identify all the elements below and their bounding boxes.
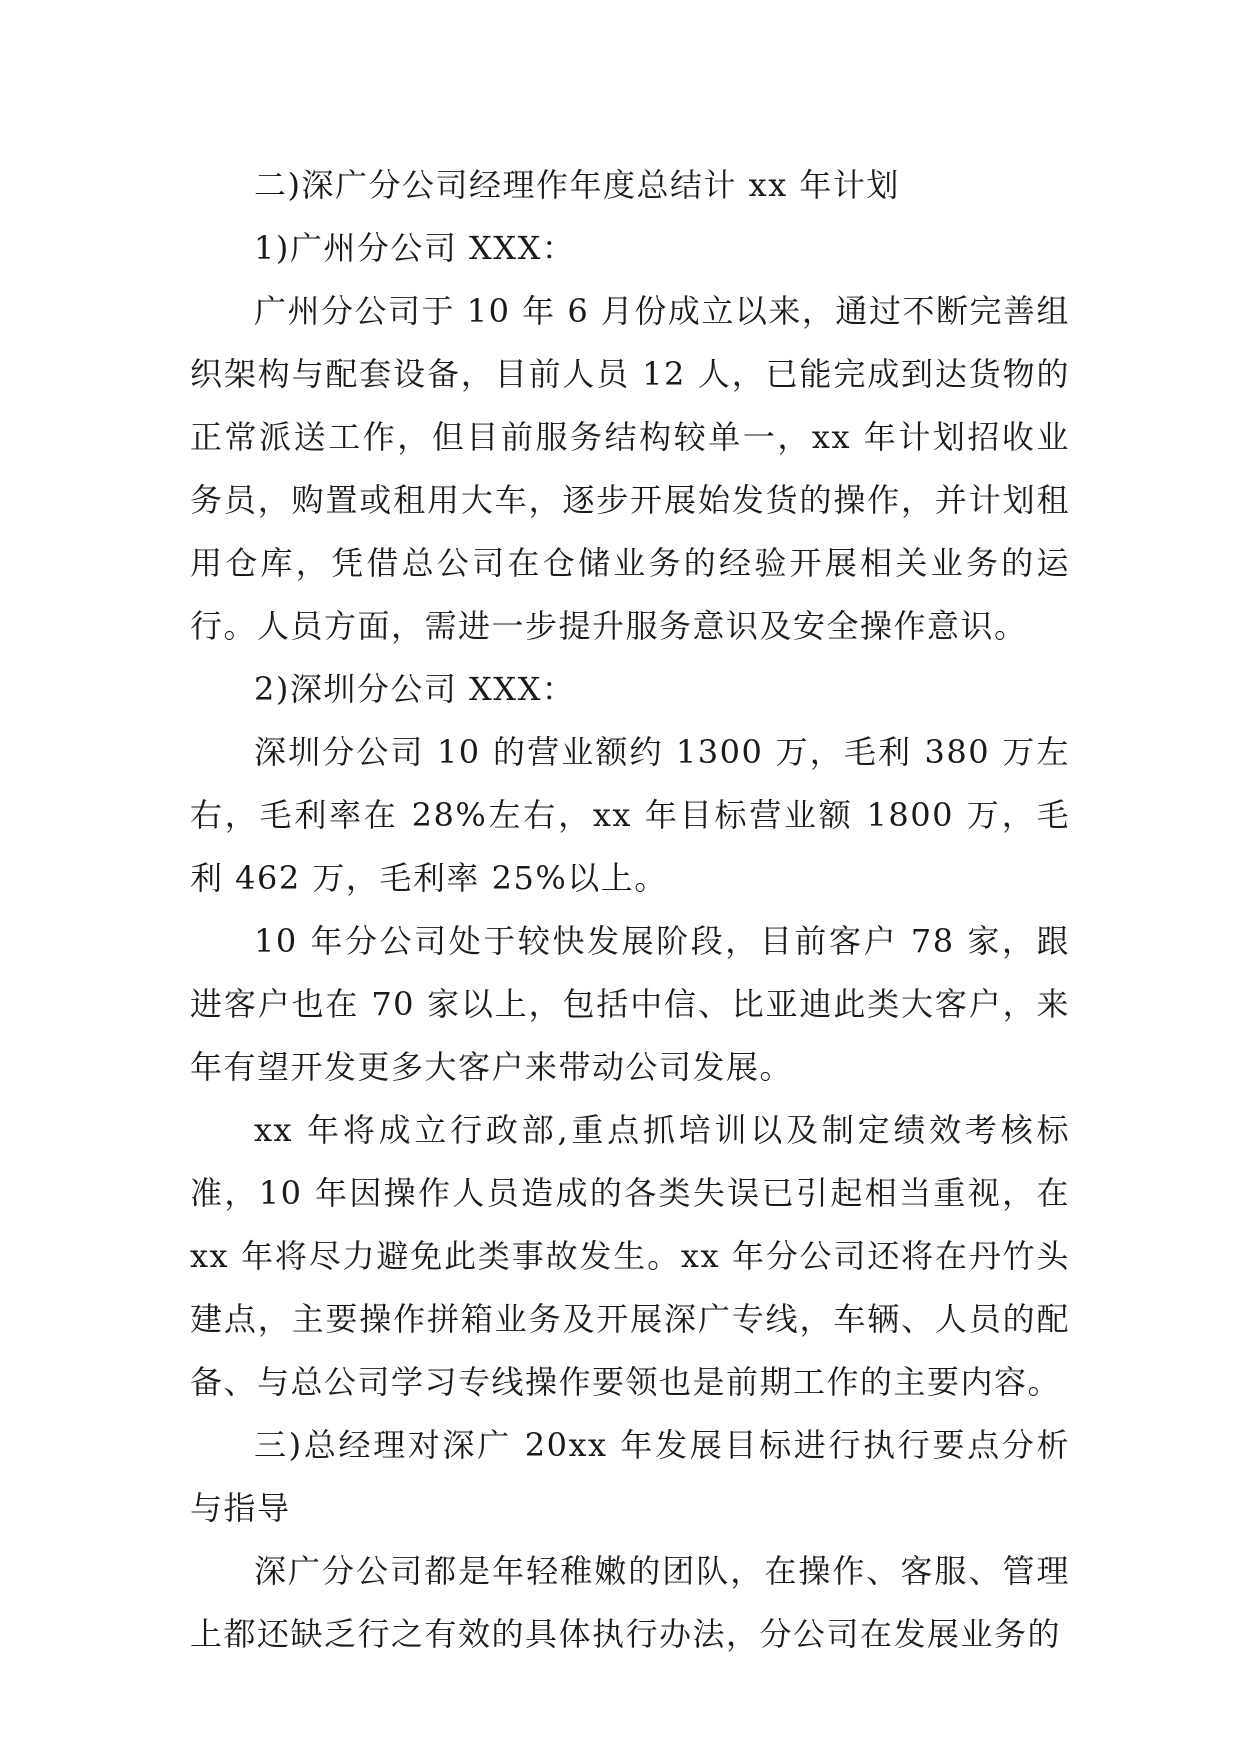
document-body	[190, 154, 1070, 1666]
paragraph-shenzhen-revenue: 深圳分公司 10 的营业额约 1300 万，毛利 380 万左右，毛利率在 28%左右，xx 年目标营业额 1800 万，毛利 462 万，毛利率 25%以上。	[190, 733, 1070, 897]
subheading-guangzhou-branch: 1)广州分公司 XXX：	[254, 229, 576, 267]
paragraph-guangzhou-branch: 广州分公司于 10 年 6 月份成立以来，通过不断完善组织架构与配套设备，目前人员 12 人，已能完成到达货物的正常派送工作，但目前服务结构较单一，xx 年计划招收业务员，购置或租用大车，逐步开展始发货的操作，并计划租用仓库，凭借总公司在仓储业务的经验开展相关业务的运行。人员方面，需进一步提升服务意识及安全操作意识。	[190, 292, 1070, 645]
subheading-shenzhen-branch: 2)深圳分公司 XXX：	[254, 670, 576, 708]
section-heading-gm-guidance: 三)总经理对深广 20xx 年发展目标进行执行要点分析与指导	[190, 1426, 1070, 1527]
paragraph-shenzhen-development: 10 年分公司处于较快发展阶段，目前客户 78 家，跟进客户也在 70 家以上，包括中信、比亚迪此类大客户，来年有望开发更多大客户来带动公司发展。	[190, 922, 1070, 1086]
section-heading-shenguang-summary: 二)深广分公司经理作年度总结计 xx 年计划	[254, 166, 900, 204]
paragraph-shenzhen-admin-plan: xx 年将成立行政部,重点抓培训以及制定绩效考核标准，10 年因操作人员造成的各类失误已引起相当重视，在 xx 年将尽力避免此类事故发生。xx 年分公司还将在丹竹头建点，主要操作拼箱业务及开展深广专线，车辆、人员的配备、与总公司学习专线操作要领也是前期工作的主要内容。	[190, 1111, 1070, 1401]
paragraph-team-analysis: 深广分公司都是年轻稚嫩的团队，在操作、客服、管理上都还缺乏行之有效的具体执行办法，分公司在发展业务的	[190, 1552, 1070, 1653]
